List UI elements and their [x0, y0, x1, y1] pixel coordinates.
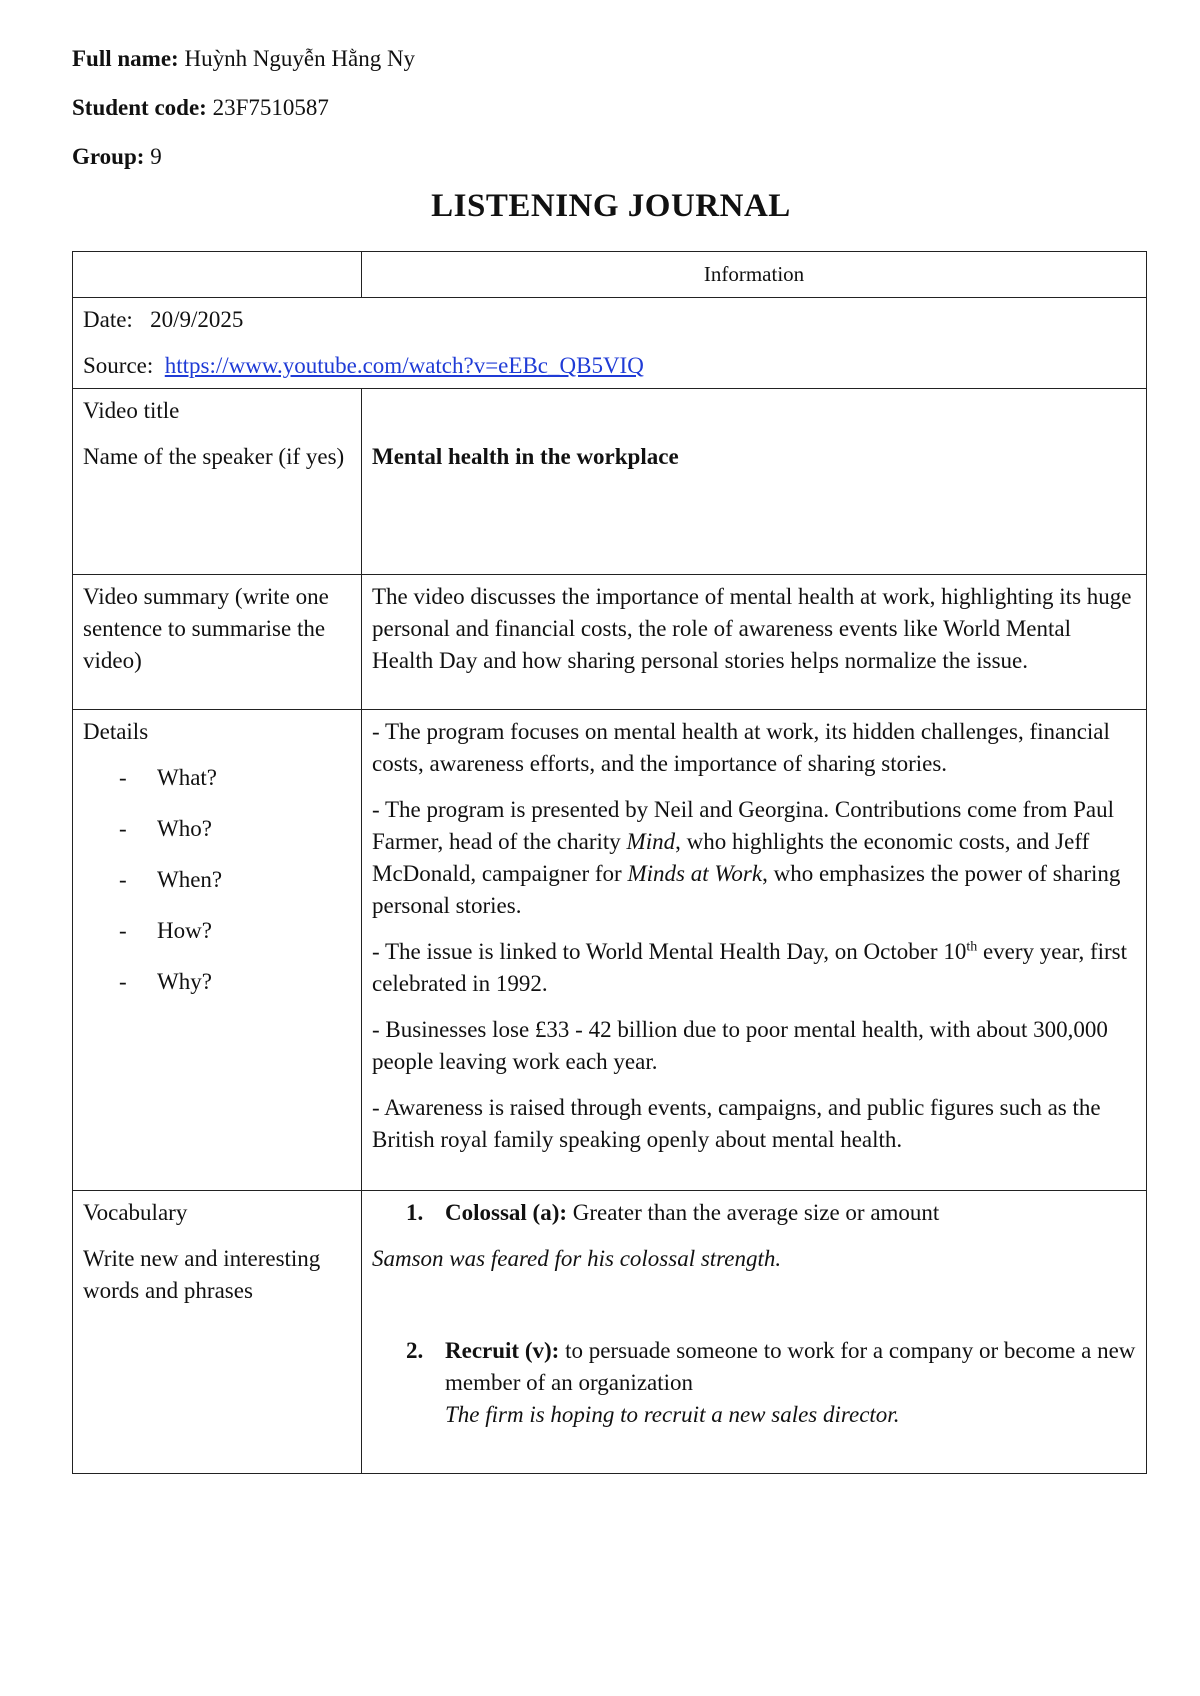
question-what: - What?: [119, 765, 218, 790]
vocabulary-instruction: Write new and interesting words and phrases: [83, 1246, 321, 1303]
vocab-definition: to persuade someone to work for a company or become a new member of an organization: [445, 1338, 1136, 1395]
summary-row: [73, 575, 1147, 710]
charity-name: Mind: [626, 829, 676, 854]
summary-label: Video summary (write one sentence to summarise the video): [73, 575, 362, 710]
campaign-name: Minds at Work: [627, 861, 763, 886]
group-value: 9: [150, 144, 162, 169]
page-title: LISTENING JOURNAL: [431, 188, 791, 224]
source-label: Source:: [83, 353, 154, 378]
date-label: Date:: [83, 307, 133, 332]
details-label-cell: [73, 710, 362, 1191]
details-how: - Businesses lose £33 - 42 billion due to poor mental health, with about 300,000 people leaving work each year.: [372, 1017, 1108, 1074]
full-name-value: Huỳnh Nguyễn Hằng Ny: [184, 46, 416, 71]
question-how: - How?: [119, 918, 212, 943]
vocabulary-content-cell: [362, 1191, 1147, 1474]
vocab-word: Recruit (v):: [445, 1338, 560, 1363]
video-title-value-cell: [362, 389, 1147, 575]
details-content-cell: [362, 710, 1147, 1191]
group-line: [72, 140, 415, 189]
student-code-label: Student code:: [72, 95, 207, 120]
source-line: [83, 350, 1136, 382]
journal-table: [72, 251, 1147, 1474]
source-link[interactable]: https://www.youtube.com/watch?v=eEBc_QB5VIQ: [164, 353, 644, 378]
video-title-label: Video title: [83, 398, 180, 423]
details-what: - The program focuses on mental health at work, its hidden challenges, financial costs, awareness efforts, and the importance of sharing stories.: [372, 719, 1110, 776]
student-code-value: 23F7510587: [212, 95, 329, 120]
vocab-item-2: 2. Recruit (v): to persuade someone to work for a company or become a new member of an organization The firm is hoping to recruit a new sales director.: [372, 1335, 1136, 1431]
date-source-row: [73, 298, 1147, 389]
details-questions: [83, 762, 351, 1017]
student-code-line: [72, 91, 415, 140]
details-why: - Awareness is raised through events, campaigns, and public figures such as the British royal family speaking openly about mental health.: [372, 1095, 1101, 1152]
video-title-label-cell: [73, 389, 362, 575]
table-header-row: [73, 252, 1147, 298]
video-title-row: [73, 389, 1147, 575]
details-when: - The issue is linked to World Mental Health Day, on October 10th every year, first celebrated in 1992.: [372, 939, 1127, 996]
vocabulary-label-cell: [73, 1191, 362, 1474]
vocab-word: Colossal (a):: [445, 1200, 568, 1225]
student-info: [72, 42, 415, 189]
group-label: Group:: [72, 144, 145, 169]
vocab-definition: Greater than the average size or amount: [567, 1200, 940, 1225]
details-row: [73, 710, 1147, 1191]
vocabulary-label: Vocabulary: [83, 1200, 188, 1225]
information-header: Information: [362, 252, 1147, 298]
header-empty-cell: [73, 252, 362, 298]
video-title-value: Mental health in the workplace: [372, 444, 679, 469]
full-name-line: [72, 42, 415, 91]
question-when: - When?: [119, 867, 223, 892]
vocab-example: The firm is hoping to recruit a new sales director.: [445, 1402, 900, 1427]
full-name-label: Full name:: [72, 46, 179, 71]
vocab-item-1: 1. Colossal (a): Greater than the average size or amount: [406, 1200, 940, 1225]
date-source-cell: [73, 298, 1147, 389]
summary-text: The video discusses the importance of mental health at work, highlighting its huge personal and financial costs, the role of awareness events like World Mental Health Day and how sharing personal stories helps normalize the issue.: [362, 575, 1147, 710]
date-line: [83, 304, 1136, 336]
date-value: 20/9/2025: [150, 307, 244, 332]
question-who: - Who?: [119, 816, 212, 841]
speaker-label: Name of the speaker (if yes): [83, 444, 345, 469]
details-label: Details: [83, 719, 149, 744]
vocabulary-row: [73, 1191, 1147, 1474]
vocab-example: Samson was feared for his colossal strength.: [372, 1246, 782, 1271]
question-why: - Why?: [119, 969, 212, 994]
details-who: - The program is presented by Neil and Georgina. Contributions come from Paul Farmer, head of the charity Mind, who highlights the economic costs, and Jeff McDonald, campaigner for Minds at Work, who emphasizes the power of sharing personal stories.: [372, 797, 1121, 918]
